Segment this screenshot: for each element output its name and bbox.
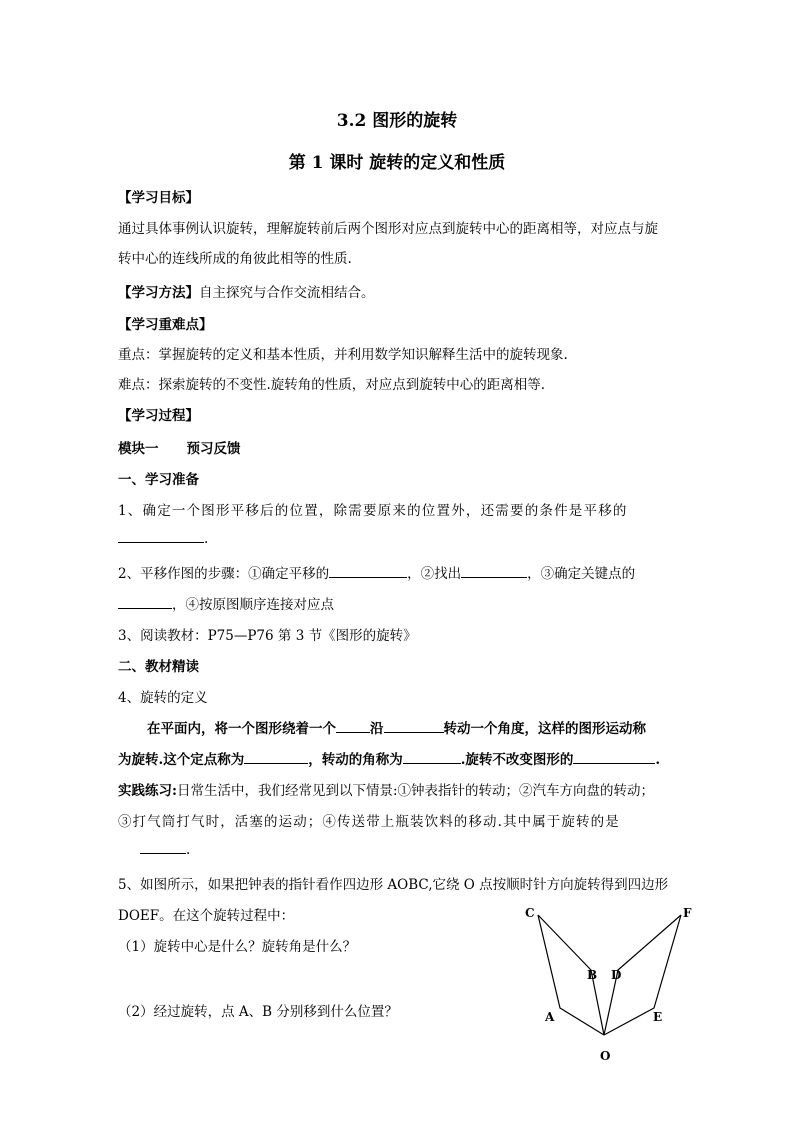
q2-blank-2[interactable] — [461, 565, 527, 578]
q3-line: 3、阅读教材：P75—P76 第 3 节《图形的旋转》 — [118, 628, 417, 644]
q5-sub-1: （1）旋转中心是什么？旋转角是什么？ — [118, 939, 357, 955]
q2-text-a: 2、平移作图的步骤：①确定平移的 — [118, 566, 330, 582]
q1-line-2 — [118, 530, 208, 547]
practice-blank[interactable] — [140, 841, 186, 854]
def-blank-3[interactable] — [244, 751, 308, 764]
def-text-b: 沿 — [370, 721, 384, 737]
definition-line-2 — [118, 748, 660, 768]
q2-blank-3[interactable] — [118, 596, 172, 609]
q1-blank[interactable] — [118, 530, 204, 543]
label-d: D — [611, 968, 622, 982]
def-text-g: . — [655, 752, 661, 768]
section-1-heading: 一、学习准备 — [118, 472, 199, 488]
q2-blank-1[interactable] — [329, 565, 407, 578]
label-b: B — [587, 968, 598, 982]
label-e: E — [653, 1010, 663, 1024]
page-title: 3.2 图形的旋转 — [336, 111, 458, 131]
key-point: 重点：掌握旋转的定义和基本性质，并利用数学知识解释生活中的旋转现象. — [118, 347, 568, 363]
page-subtitle: 第 1 课时 旋转的定义和性质 — [288, 153, 506, 173]
q5-sub-2: （2）经过旋转，点 A、B 分别移到什么位置？ — [118, 1004, 398, 1020]
goal-line-2: 转中心的连线所成的角彼此相等的性质. — [118, 251, 352, 267]
practice-line-3 — [140, 841, 190, 858]
q1-line-1: 1、确定一个图形平移后的位置，除需要原来的位置外，还需要的条件是平移的 — [118, 503, 628, 519]
goal-line-1: 通过具体事例认识旋转，理解旋转前后两个图形对应点到旋转中心的距离相等，对应点与旋 — [118, 221, 658, 237]
q2-text-c: ，③确定关键点的 — [527, 566, 636, 582]
label-o: O — [600, 1049, 611, 1063]
method-text: 自主探究与合作交流相结合。 — [199, 285, 375, 301]
def-text-d: 为旋转.这个定点称为 — [118, 752, 245, 768]
q2-line-2 — [118, 593, 334, 613]
q2-text-d: ，④按原图顺序连接对应点 — [172, 597, 334, 613]
practice-line-2: ③打气筒打气时，活塞的运动；④传送带上瓶装饮料的移动.其中属于旋转的是 — [118, 814, 620, 830]
label-a: A — [545, 1010, 555, 1024]
practice-line-1 — [118, 779, 654, 799]
method-heading: 【学习方法】 — [118, 285, 199, 301]
label-c: C — [525, 906, 535, 920]
q4-title: 4、旋转的定义 — [118, 690, 208, 706]
def-text-c: 转动一个角度，这样的图形运动称 — [443, 721, 646, 737]
method-line — [118, 281, 375, 301]
rotation-figure — [505, 895, 705, 1070]
hard-point: 难点：探索旋转的不变性.旋转角的性质，对应点到旋转中心的距离相等. — [118, 377, 546, 393]
practice-end: . — [186, 842, 191, 858]
practice-label: 实践练习: — [118, 783, 177, 799]
definition-line-1 — [147, 717, 646, 737]
def-blank-4[interactable] — [403, 751, 461, 764]
process-heading: 【学习过程】 — [118, 408, 199, 424]
q2-text-b: ，②找出 — [407, 566, 462, 582]
module-label: 模块一 — [118, 441, 159, 457]
module-name: 预习反馈 — [186, 441, 241, 457]
section-2-heading: 二、教材精读 — [118, 659, 199, 675]
def-blank-5[interactable] — [573, 751, 655, 764]
goal-heading: 【学习目标】 — [118, 190, 199, 206]
def-blank-1[interactable] — [336, 720, 370, 733]
key-heading: 【学习重难点】 — [118, 317, 213, 333]
q5-line-2: DOEF。在这个旋转过程中： — [118, 908, 295, 924]
def-text-f: .旋转不改变图形的 — [460, 752, 574, 768]
label-f: F — [683, 906, 692, 920]
def-blank-2[interactable] — [384, 720, 444, 733]
def-text-e: ，转动的角称为 — [308, 752, 403, 768]
practice-text-1: 日常生活中，我们经常见到以下情景:①钟表指针的转动；②汽车方向盘的转动； — [176, 783, 655, 799]
module-line — [118, 437, 241, 457]
def-text-a: 在平面内，将一个图形绕着一个 — [147, 721, 336, 737]
q2-line-1 — [118, 562, 635, 582]
q5-line-1: 5、如图所示，如果把钟表的指针看作四边形 AOBC,它绕 O 点按顺时针方向旋转得到四边形 — [118, 877, 669, 893]
q1-end: . — [204, 531, 209, 547]
